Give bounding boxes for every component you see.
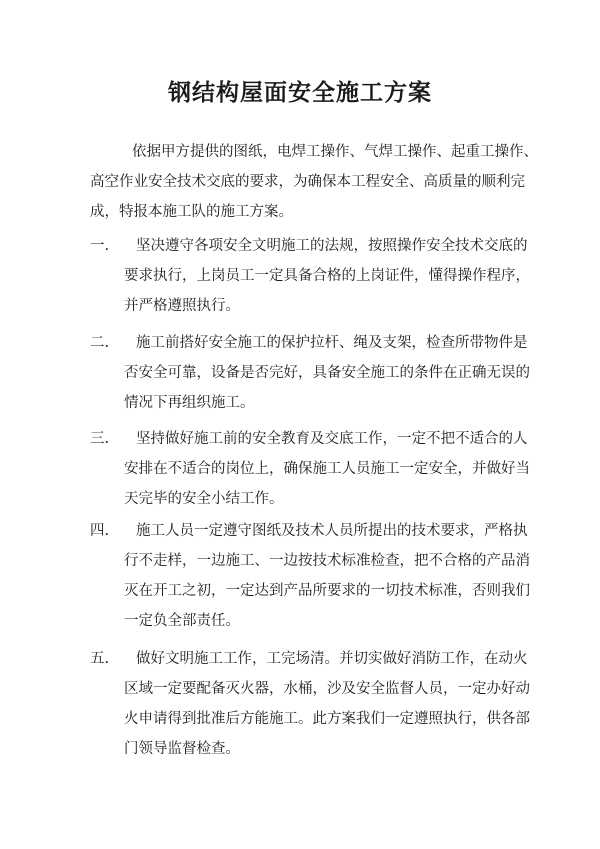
list-item-text [124, 231, 530, 321]
list-item-line: 做好文明施工工作，工完场清。并切实做好消防工作，在动火 [136, 651, 528, 667]
list-item-number: 三. [90, 431, 110, 447]
list-item-text [124, 328, 530, 418]
intro-paragraph [90, 137, 538, 227]
list-item-line: 施工前搭好安全施工的保护拉杆、绳及支架，检查所带物件是 [136, 335, 528, 351]
intro-line: 高空作业安全技术交底的要求，为确保本工程安全、高质量的顺利完 [90, 174, 525, 190]
list-item-line: 行不走样，一边施工、一边按技术标准检查，把不合格的产品消 [124, 553, 530, 569]
document-title: 钢结构屋面安全施工方案 [168, 79, 432, 106]
list-item-line: 坚决遵守各项安全文明施工的法规，按照操作安全技术交底的 [136, 238, 528, 254]
list-item-line: 区域一定要配备灭火器，水桶，沙及安全监督人员，一定办好动 [124, 681, 530, 697]
list-item-line: 灭在开工之初，一定达到产品所要求的一切技术标准，否则我们 [124, 583, 530, 599]
list-item-line: 天完毕的安全小结工作。 [124, 491, 284, 507]
list-item-text [124, 424, 530, 514]
list-item-line: 要求执行，上岗员工一定具备合格的上岗证件，懂得操作程序， [124, 268, 530, 284]
list-item-line: 一定负全部责任。 [124, 613, 240, 629]
list-item-line: 施工人员一定遵守图纸及技术人员所提出的技术要求，严格执 [136, 523, 528, 539]
list-item-line: 坚持做好施工前的安全教育及交底工作，一定不把不适合的人 [136, 431, 528, 447]
list-item-number: 四. [90, 523, 110, 539]
intro-line: 依据甲方提供的图纸，电焊工操作、气焊工操作、起重工操作、 [132, 144, 538, 160]
list-item-line: 否安全可靠，设备是否完好，具备安全施工的条件在正确无误的 [124, 365, 530, 381]
intro-line: 成，特报本施工队的施工方案。 [90, 204, 293, 220]
list-item-line: 并严格遵照执行。 [124, 298, 240, 314]
list-item-line: 情况下再组织施工。 [124, 395, 255, 411]
list-item-number: 五. [90, 651, 110, 667]
list-item-line: 门领导监督检查。 [124, 741, 240, 757]
list-item-number: 二. [90, 335, 110, 351]
list-item-line: 火申请得到批准后方能施工。此方案我们一定遵照执行，供各部 [124, 711, 530, 727]
list-item-line: 安排在不适合的岗位上，确保施工人员施工一定安全，并做好当 [124, 461, 530, 477]
list-item-text [124, 644, 530, 764]
list-item-text [124, 516, 530, 636]
list-item-number: 一. [90, 238, 110, 254]
